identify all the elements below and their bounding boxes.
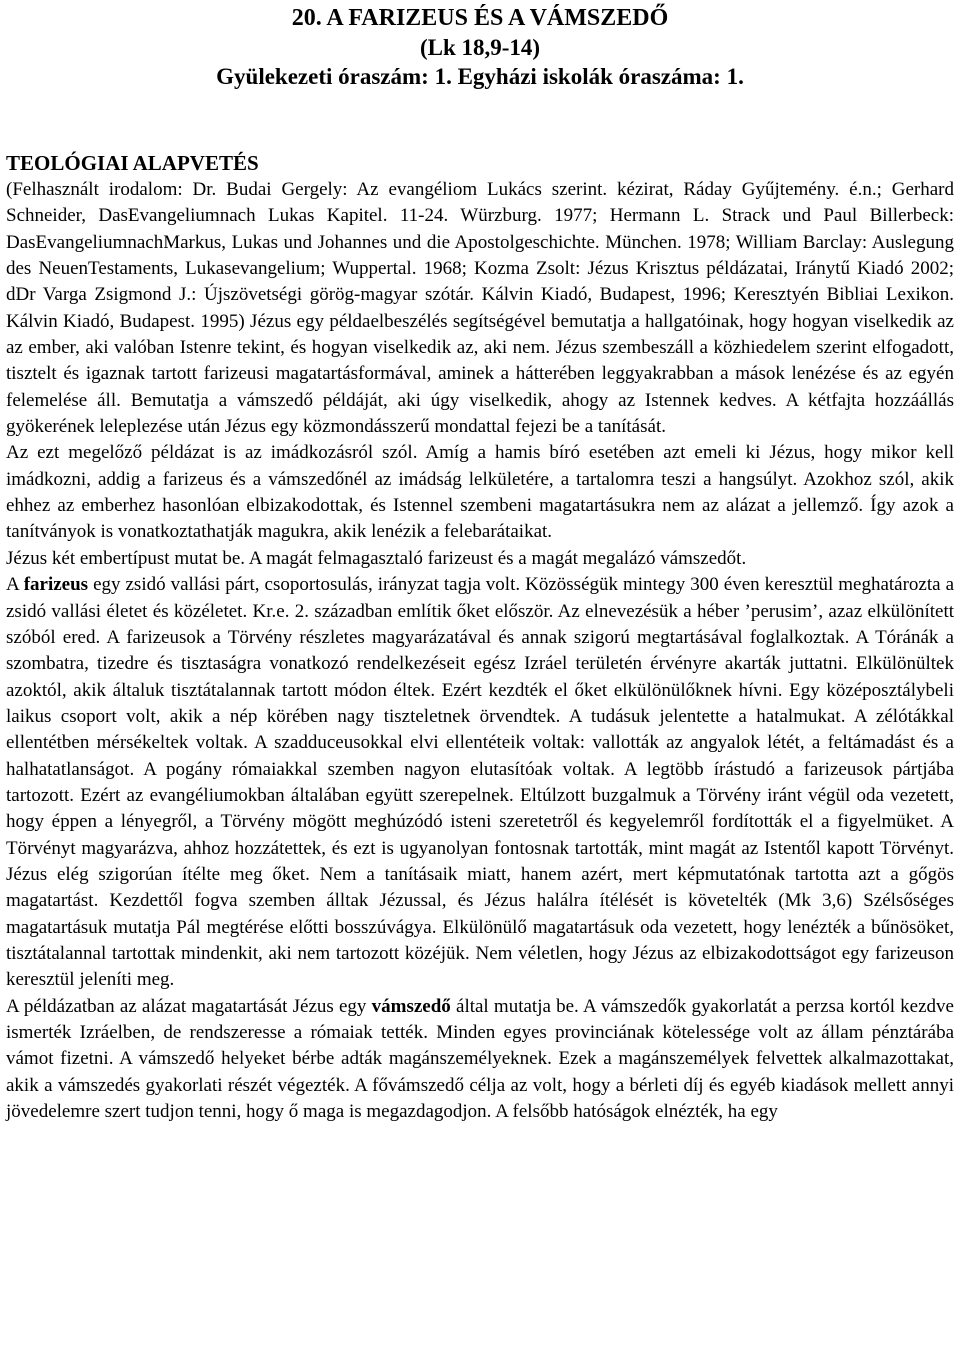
tax-collector-text-b: által mutatja be. A vámszedők gyakorlatát a perzsa kortól kezdve ismerték Izráelben, de rendszeresse a rómaiak tették. Minden egyes provinciának kötelessége volt az állam pénztárába vámot fizetni. A vámszedő helyeket bérbe adták magánszemélyeknek. Ezek a magánszemélyek felvettek alkalmazottakat, akik a vámszedés gyakorlati részét végezték. A fővámszedő célja az volt, hogy a bérleti díj és egyéb kiadások mellett annyi jövedelemre szert tudjon tenni, hogy ő maga is megazdagodjon. A felsőbb hatóságok elnézték, ha egy xyxy=(6,995,954,1123)
spacer xyxy=(6,91,954,150)
paragraph-tax-collector xyxy=(6,994,954,1126)
pharisee-term: farizeus xyxy=(23,574,89,596)
section-title: TEOLÓGIAI ALAPVETÉS xyxy=(6,151,259,175)
bible-reference: (Lk 18,9-14) xyxy=(419,35,541,60)
paragraph-context: Az ezt megelőző példázat is az imádkozásról szól. Amíg a hamis bíró esetében azt emeli ki Jézus, hogy mikor kell imádkozni, addig a farizeus és a vámszedőnél az imádság lelkületére, a tartalomra teszi a hangsúlyt. Azokhoz szól, akik ehhez az emberhez hasonlóan elbizakodottak, és Istennel szembeni magatartásukra nem az alázat a jellemző. Így azok a tanítványok is vonatkoztathatják magukra, akik lenézik a felebarátaikat. xyxy=(6,442,954,543)
page-title: 20. A FARIZEUS ÉS A VÁMSZEDŐ xyxy=(291,5,669,31)
tax-collector-text-a: A példázatban az alázat magatartását Jézus egy xyxy=(6,995,372,1017)
title-block xyxy=(6,4,954,91)
tax-collector-term: vámszedő xyxy=(371,995,451,1017)
pharisee-text-a: A xyxy=(6,574,24,596)
paragraph-pharisee xyxy=(6,572,954,994)
pharisee-text-b: egy zsidó vallási párt, csoportosulás, irányzat tagja volt. Közösségük mintegy 300 éven keresztül meghatározta a zsidó vallási életet és közéletet. Kr.e. 2. században említik őket először. Az elnevezésük a héber ’perusim’, azaz elkülönített szóból ered. A farizeusok a Törvény részletes magyarázatával és annak szigorú megtartásával foglalkoztak. A Tóránák a szombatra, tizedre és tisztaságra vonatkozó rendelkezéseit egész Izráel területén érvényre akarták juttatni. Elkülönültek azoktól, akik általuk tisztátalannak tartott módon éltek. Ezért kezdték el őket elkülönülőknek hívni. Egy középosztálybeli laikus csoport volt, akik a nép körében nagy tiszteletnek örvendtek. A tudásuk jelentette a hatalmukat. A zélótákkal ellentétben mérsékeltek voltak. A szadduceusokkal elvi ellentéteik voltak: vallották az angyalok létét, a feltámadást és a halhatatlanságot. A pogány rómaiakkal szemben nagyon elutasítóak voltak. A legtöbb írástudó a farizeusok pártjába tartozott. Ezért az evangéliumokban általában együtt szerepelnek. Eltúlzott buzgalmuk a Törvény iránt végül oda vezetett, hogy éppen a lényegről, a Törvény mögött meghúzódó isteni szeretetről és kegyelemről fordították el a figyelmüket. A Törvényt magyarázva, ahhoz hozzátettek, és ezt is ugyanolyan fontosnak tartották, mint magát az Istentől kapott Törvényt. Jézus elég szigorúan ítélte meg őket. Nem a tanításaik miatt, hanem azért, mert képmutatónak tartotta azt a gőgös magatartást. Kezdettől fogva szemben álltak Jézussal, és Jézus halálra ítélését is követelték (Mk 3,6) Szélsőséges magatartásuk mutatja Pál megtérése előtti bosszúvágya. Elkülönülő magatartásuk oda vezetett, hogy lenézték a bűnösöket, tisztátalannal tartottak mindenkit, aki nem tartozott közéjük. Nem véletlen, hogy Jézus az elbizakodottságot egy farizeuson keresztül jeleníti meg. xyxy=(6,574,954,991)
paragraph-two-types: Jézus két embertípust mutat be. A magát felmagasztaló farizeust és a magát megalázó vámszedőt. xyxy=(6,547,747,569)
lesson-hours: Gyülekezeti óraszám: 1. Egyházi iskolák óraszáma: 1. xyxy=(216,64,744,89)
paragraph-intro: (Felhasznált irodalom: Dr. Budai Gergely: Az evangéliom Lukács szerint. kézirat, Ráday Gyűjtemény. é.n.; Gerhard Schneider, DasEvangeliumnach Lukas Kapitel. 11-24. Würzburg. 1977; Hermann L. Strack und Paul Billerbeck: DasEvangeliumnachMarkus, Lukas und Johannes und die Apostolgeschichte. München. 1978; William Barclay: Auslegung des NeuenTestaments, Lukasevangelium; Wuppertal. 1968; Kozma Zsolt: Jézus Krisztus példázatai, Iránytű Kiadó 2002; dDr Varga Zsigmond J.: Újszövetségi görög-magyar szótár. Kálvin Kiadó, Budapest, 1996; Keresztyén Bibliai Lexikon. Kálvin Kiadó, Budapest. 1995) Jézus egy példaelbeszélés segítségével bemutatja a hallgatóinak, hogy hogyan viselkedik az az ember, aki valóban Istenre tekint, és hogyan viselkedik az, aki nem. Jézus szembeszáll a közhiedelem szerint elfogadott, tisztelt és igaznak tartott farizeusi magatartásformával, aminek a hátterében leggyakrabban a mások lenézése és az egyén felemelése áll. Bemutatja a vámszedő példáját, aki úgy viselkedik, ahogy az Istennek kedves. A kétfajta hozzáállás gyökerének leleplezése után Jézus egy közmondásszerű mondattal fejezi be a tanítását. xyxy=(6,179,954,438)
